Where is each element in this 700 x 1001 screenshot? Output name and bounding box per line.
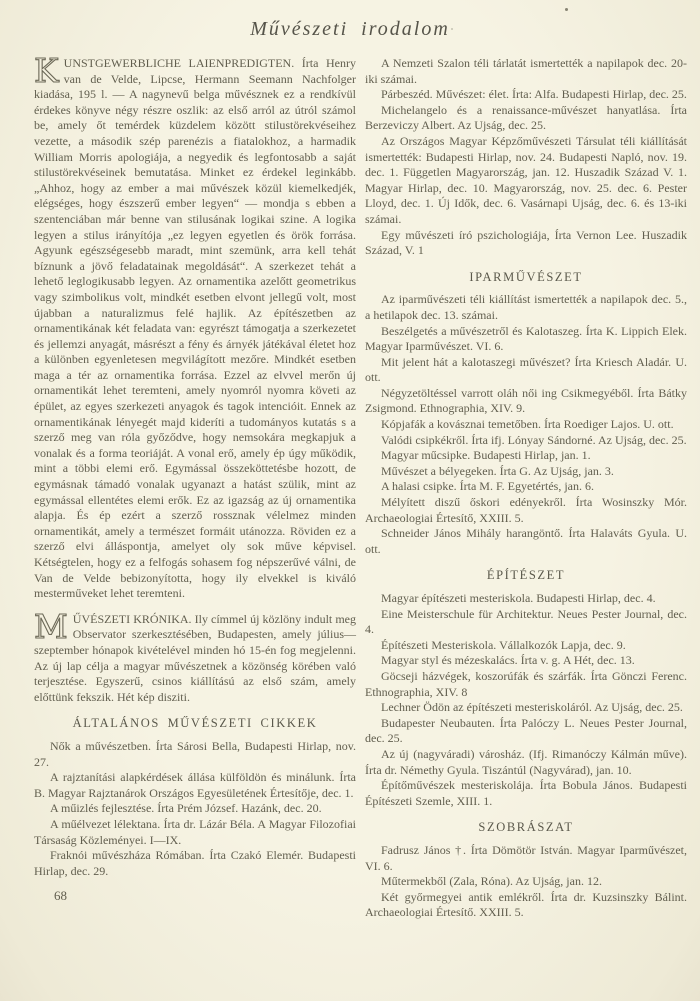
two-column-layout <box>0 52 700 921</box>
bibliography-item: Valódi csipkékről. Írta ifj. Lónyay Sándorné. Az Ujság, dec. 25. <box>381 432 687 447</box>
article-kunstgewerbliche <box>34 51 356 602</box>
paper-speck <box>565 8 568 11</box>
right-column <box>365 56 687 921</box>
bibliography-item: Kópjafák a kovásznai temetőben. Írta Roediger Lajos. U. ott. <box>381 417 674 432</box>
section-heading-epiteszet: ÉPÍTÉSZET <box>486 568 566 583</box>
section-heading-altalanos-muveszeti-cikkek: ÁLTALÁNOS MŰVÉSZETI CIKKEK <box>72 716 318 731</box>
bibliography-item: Művészet a bélyegeken. Írta G. Az Ujság, jan. 3. <box>381 463 614 478</box>
bibliography-item: Budapester Neubauten. Írta Palóczy L. Neues Pester Journal, dec. 25. <box>365 715 687 746</box>
bibliography-item: Beszélgetés a művészetről és Kalotaszeg. Írta K. Lippich Elek. Magyar Iparművészet. VI. 6. <box>365 323 687 354</box>
bibliography-item: Magyar műcsipke. Budapesti Hirlap, jan. 1. <box>381 448 591 463</box>
bibliography-item: Magyar styl és mézeskalács. Írta v. g. A Hét, dec. 13. <box>381 653 635 668</box>
bibliography-item: Négyzetöltéssel varrott oláh női ing Csikmegyéből. Írta Bátky Zsigmond. Ethnographia, XIV. 9. <box>365 385 687 416</box>
paper-speck <box>451 28 453 30</box>
bibliography-item: Nők a művészetben. Írta Sárosi Bella, Budapesti Hirlap, nov. 27. <box>34 738 356 769</box>
bibliography-item: Mélyített diszű őskori edényekről. Írta Wosinszky Mór. Archaeologiai Értesítő, XXIII. 5. <box>365 495 687 525</box>
page-header <box>0 0 700 52</box>
page-number: 68 <box>54 888 67 904</box>
bibliography-item: Magyar építészeti mesteriskola. Budapesti Hirlap, dec. 4. <box>381 591 656 605</box>
bibliography-item: Építőművészek mesteriskolája. Írta Bobula János. Budapesti Építészeti Szemle, XIII. 1. <box>365 778 687 808</box>
article-text: UNSTGEWERBLICHE LAIENPREDIGTEN. Írta Henry van de Velde, Lipcse, Hermann Seemann Nachfolger kiadása, 195 l. — A nagynevű belga művésznek ez a rendkívül érdekes könyve négy részre oszlik: az első arról az útról számol be, amely őt temérdek küzdelem között stilustörekvéseihez vezette, a második szép parenézis a fiatalokhoz, a harmadik William Morris apologiája, a negyedik és legfontosabb a saját stilustörekvéseinek bemutatása. Minket ez érdekel leginkább. „Ahhoz, hogy az ember a mai művészek közül kiemelkedjék, elégséges, hogy észszerű ember legyen“ — mondja s ebben a szentenciában már benne van stilusának logikai szine. A logika legyen a stilus irányítója „ez legyen egyetlen és örök forrása. Agyunk egészségesebb maradt, mint szemünk, arra kell tehát bíznunk a jövő feladatainak megoldását“. A szerkezet tehát a lehető leglogikusabb legyen. Az ornamentika azelőtt geometrikus vagy szimbolikus volt, mindkét esetben elvont jellegű volt, most újabban a naturalizmus felé hajlik. Az építészetben az ornamentikának két feladata van: egyrészt támogatja a szerkezetet és jellemzi anyagát, másrészt a fény és árnyék játékával életet hoz a különben egyenletesen megvilágított mezőre. Mindkét esetben maga a tér az ornamentika forrása. Ezzel az elvvel merőn új ornamentikát lehet teremteni, amely nyomról nyomra követi az épület, az egyes szerkezeti anyagok és tagok intencióit. Ennek az ornamentikának lényegét majd kideríti a tudományos kutatás s a szerző meg van róla győződve, hogy nemsokára megkapjuk a vonalak és a forma teoriáját. A vonal erő, amely ép úgy működik, mint a többi elemi erő. Egymással összeköttetésbe hozott, de egymásnak támadó vonalak ugyanazt a hatást szülik, mint az egymással ellentétes elemi erők. Ez az igazság az új ornamentika alapja. És ép ezért a szerző rossznak vélelmez minden ornamentikát, amely a természet formáit utánozza. Röviden ez a szerző elvi álláspontja, amelyet oly sok műve képvisel. Kétségtelen, hogy ez a felfogás sohasem fog népszerűvé válni, de Van de Velde bebizonyította, hogy ily elvekkel is kiváló mesterműveket lehet teremteni. <box>34 56 356 601</box>
bibliography-item: Fadrusz János †. Írta Dömötör István. Magyar Iparművészet, VI. 6. <box>365 842 687 873</box>
bibliography-item: Fraknói művészháza Rómában. Írta Czakó Elemér. Budapesti Hirlap, dec. 29. <box>34 848 356 878</box>
bibliography-item: Az Országos Magyar Képzőművészeti Társulat téli kiállítását ismertették: Budapesti Hirlap, nov. 24. Budapesti Napló, nov. 19. dec. 1. Független Magyarország, jan. 12. Huszadik Század V. 1. Magyar Hirlap, dec. 10. Magyarország, nov. 25. dec. 6. Pester Lloyd, dec. 1. Új Idők, dec. 6. Vasárnapi Ujság, dec. 6. és 13-iki számai. <box>365 133 687 226</box>
bibliography-item: Michelangelo és a renaissance-művészet hanyatlása. Írta Berzeviczy Albert. Az Ujság, dec. 25. <box>365 102 687 133</box>
bibliography-item: A rajztanítási alapkérdések állása külföldön és minálunk. Írta B. Magyar Rajztanárok Országos Egyesületének Értesítője, dec. 1. <box>34 770 356 800</box>
bibliography-item: Párbeszéd. Művészet: élet. Írta: Alfa. Budapesti Hirlap, dec. 25. <box>381 87 687 102</box>
page-title: Művészeti irodalom <box>250 18 450 40</box>
bibliography-item: A Nemzeti Szalon téli tárlatát ismertették a napilapok dec. 20-iki számai. <box>365 56 687 86</box>
left-column <box>34 51 356 921</box>
bibliography-item: Az új (nagyváradi) városház. (Ifj. Rimanóczy Kálmán műve). Írta dr. Némethy Gyula. Tiszántúl (Nagyvárad), jan. 10. <box>365 746 687 777</box>
bibliography-item: Mit jelent hát a kalotaszegi művészet? Írta Kriesch Aladár. U. ott. <box>365 354 687 385</box>
dropcap-letter: M <box>34 606 68 646</box>
bibliography-item: Az iparművészeti téli kiállítást ismertették a napilapok dec. 5., a hetilapok dec. 13. számai. <box>365 292 687 322</box>
section-heading-iparmuveszet: IPARMŰVÉSZET <box>469 269 583 284</box>
bibliography-item: Schneider János Mihály harangöntő. Írta Halaváts Gyula. U. ott. <box>365 526 687 556</box>
article-text: ŰVÉSZETI KRÓNIKA. Ily címmel új közlöny indult meg Observator szerkesztésében, Budapesten, amely július—szeptember hónapok kivételével minden hó 15-én fog megjelenni. Az új lap célja a magyar művészetnek a közönség körében való terjesztése. Egyszerű, csinos kiállítású az első szám, amely előttünk fekszik. Hét kép disziti. <box>34 611 356 704</box>
bibliography-item: Műtermekből (Zala, Róna). Az Ujság, jan. 12. <box>381 874 602 889</box>
bibliography-item: Építészeti Mesteriskola. Vállalkozók Lapja, dec. 9. <box>381 637 626 652</box>
bibliography-item: A műizlés fejlesztése. Írta Prém József. Hazánk, dec. 20. <box>50 801 322 816</box>
section-heading-szobraszat: SZOBRÁSZAT <box>478 820 574 835</box>
bibliography-item: A műélvezet lélektana. Írta dr. Lázár Béla. A Magyar Filozofiai Társaság Közleményei. I—IX. <box>34 816 356 847</box>
dropcap-letter: K <box>34 51 59 90</box>
bibliography-item: A halasi csipke. Írta M. F. Egyetértés, jan. 6. <box>381 479 594 494</box>
bibliography-item: Két győrmegyei antik emlékről. Írta dr. Kuzsinszky Bálint. Archaeologiai Értesítő. XXIII. 5. <box>365 889 687 920</box>
bibliography-item: Eine Meisterschule für Architektur. Neues Pester Journal, dec. 4. <box>365 606 687 637</box>
bibliography-item: Göcseji házvégek, koszorúfák és szárfák. Írta Gönczi Ferenc. Ethnographia, XIV. 8 <box>365 668 687 699</box>
article-muveszeti-kronika <box>34 606 356 706</box>
bibliography-item: Egy művészeti író pszichologiája, Írta Vernon Lee. Huszadik Század, V. 1 <box>365 227 687 258</box>
bibliography-item: Lechner Ödön az építészeti mesteriskoláról. Az Ujság, dec. 25. <box>381 700 683 715</box>
